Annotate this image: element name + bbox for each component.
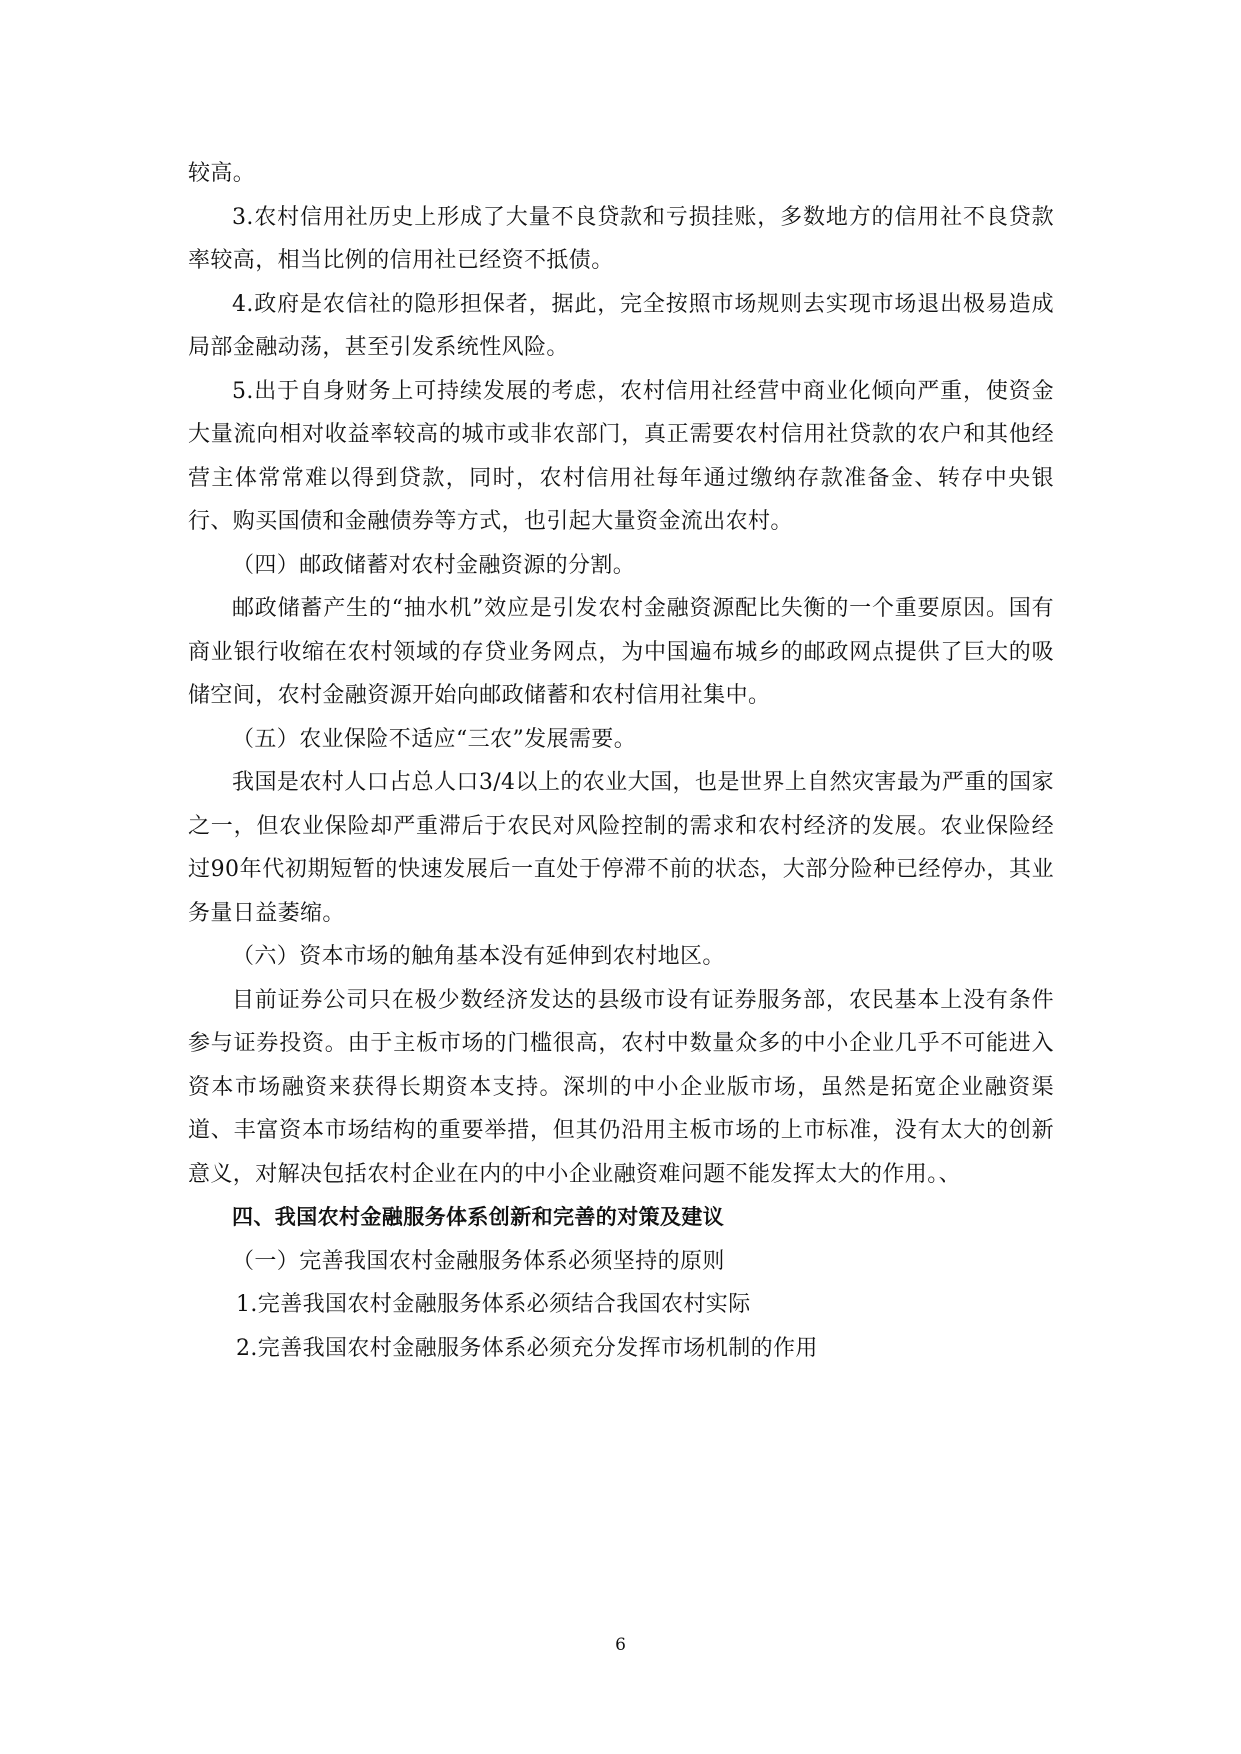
paragraph-item-4: 4.政府是农信社的隐形担保者，据此，完全按照市场规则去实现市场退出极易造成局部金融动荡，甚至引发系统性风险。	[188, 291, 1054, 360]
page-body	[188, 152, 1054, 1370]
paragraph-continuation: 较高。	[188, 161, 256, 186]
section-heading-4: （四）邮政储蓄对农村金融资源的分割。	[232, 552, 636, 578]
chapter-heading-4: 四、我国农村金融服务体系创新和完善的对策及建议	[232, 1205, 725, 1229]
principle-item-2: 2.完善我国农村金融服务体系必须充分发挥市场机制的作用	[236, 1335, 818, 1361]
paragraph-item-5: 5.出于自身财务上可持续发展的考虑，农村信用社经营中商业化倾向严重，使资金大量流向相对收益率较高的城市或非农部门，真正需要农村信用社贷款的农户和其他经营主体常常难以得到贷款，同时，农村信用社每年通过缴纳存款准备金、转存中央银行、购买国债和金融债券等方式，也引起大量资金流出农村。	[188, 378, 1054, 534]
paragraph-agri-insurance: 我国是农村人口占总人口3/4以上的农业大国，也是世界上自然灾害最为严重的国家之一，但农业保险却严重滞后于农民对风险控制的需求和农村经济的发展。农业保险经过90年代初期短暂的快速发展后一直处于停滞不前的状态，大部分险种已经停办，其业务量日益萎缩。	[188, 770, 1054, 926]
subsection-heading-1: （一）完善我国农村金融服务体系必须坚持的原则	[232, 1248, 725, 1274]
paragraph-postal-savings: 邮政储蓄产生的“抽水机”效应是引发农村金融资源配比失衡的一个重要原因。国有商业银行收缩在农村领域的存贷业务网点，为中国遍布城乡的邮政网点提供了巨大的吸储空间，农村金融资源开始向邮政储蓄和农村信用社集中。	[188, 596, 1054, 708]
section-heading-5: （五）农业保险不适应“三农”发展需要。	[232, 726, 637, 752]
principle-item-1: 1.完善我国农村金融服务体系必须结合我国农村实际	[236, 1292, 751, 1317]
page-number: 6	[615, 1635, 626, 1655]
section-heading-6: （六）资本市场的触角基本没有延伸到农村地区。	[232, 944, 725, 969]
paragraph-capital-market: 目前证券公司只在极少数经济发达的县级市设有证券服务部，农民基本上没有条件参与证券投资。由于主板市场的门槛很高，农村中数量众多的中小企业几乎不可能进入资本市场融资来获得长期资本支持。深圳的中小企业版市场，虽然是拓宽企业融资渠道、丰富资本市场结构的重要举措，但其仍沿用主板市场的上市标准，没有太大的创新意义，对解决包括农村企业在内的中小企业融资难问题不能发挥太大的作用。、	[188, 987, 1054, 1187]
paragraph-item-3: 3.农村信用社历史上形成了大量不良贷款和亏损挂账，多数地方的信用社不良贷款率较高，相当比例的信用社已经资不抵债。	[188, 204, 1054, 273]
